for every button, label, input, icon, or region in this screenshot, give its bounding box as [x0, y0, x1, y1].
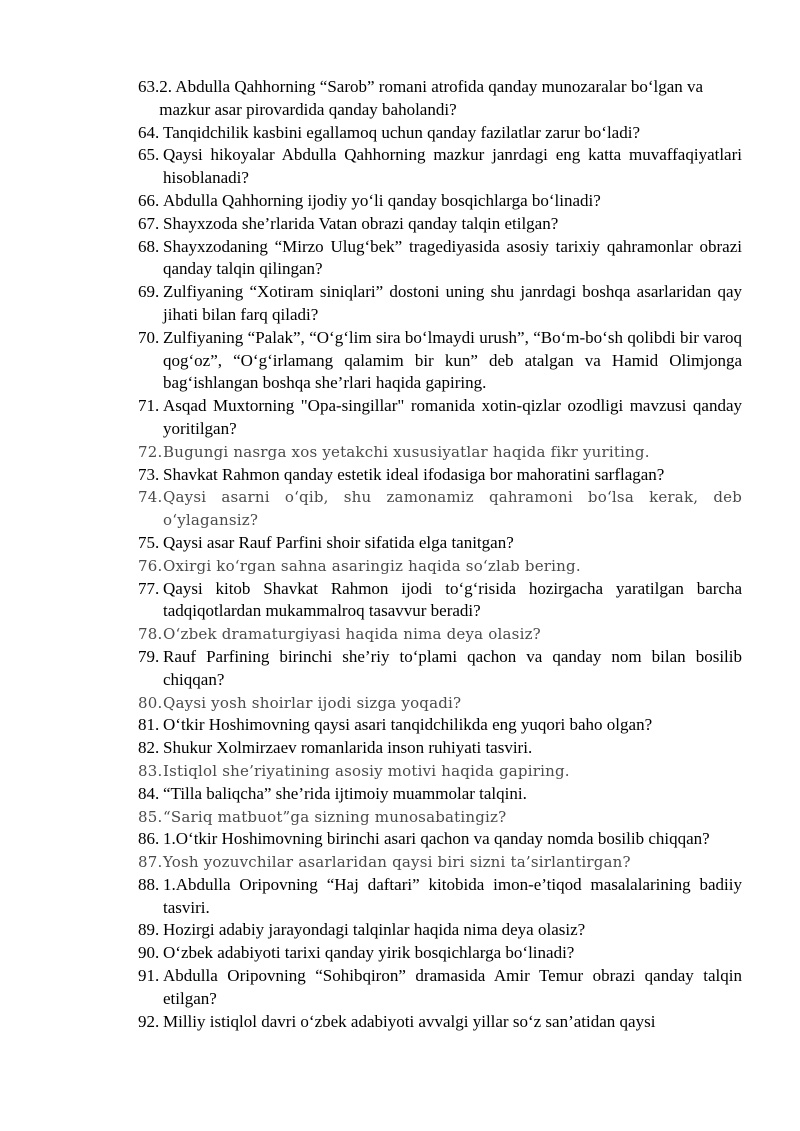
- question-number: 87.: [138, 853, 163, 872]
- question-text: 2. Abdulla Qahhorning “Sarob” romani atrofida qanday munozaralar bo‘lgan va mazkur asar pirovardida qanday baholandi?: [159, 77, 704, 119]
- question-list: [138, 76, 742, 1033]
- question-text: Istiqlol she’riyatining asosiy motivi haqida gapiring.: [163, 761, 570, 780]
- question-item: [138, 828, 742, 851]
- question-number: 92.: [138, 1011, 160, 1031]
- question-text: Bugungi nasrga xos yetakchi xususiyatlar haqida fikr yuriting.: [163, 442, 650, 461]
- question-number: 64.: [138, 122, 160, 142]
- question-number: 86.: [138, 829, 160, 849]
- question-item: [138, 919, 742, 942]
- question-number: 79.: [138, 646, 160, 666]
- question-text: Qaysi hikoyalar Abdulla Qahhorning mazkur janrdagi eng katta muvaffaqiyatlari hisoblanadi?: [163, 145, 742, 188]
- question-text: Qaysi asarni o‘qib, shu zamonamiz qahramoni bo‘lsa kerak, deb o‘ylagansiz?: [163, 488, 742, 530]
- question-item: [138, 555, 742, 578]
- question-item: [138, 486, 742, 532]
- question-text: Yosh yozuvchilar asarlaridan qaysi biri sizni ta’sirlantirgan?: [163, 853, 631, 872]
- question-item: [138, 714, 742, 737]
- question-number: 68.: [138, 236, 160, 256]
- question-text: Zulfiyaning “Xotiram siniqlari” dostoni uning shu janrdagi boshqa asarlaridan qay jihati bilan farq qiladi?: [163, 282, 742, 324]
- question-number: 65.: [138, 145, 160, 165]
- question-item: [138, 874, 742, 920]
- question-number: 75.: [138, 532, 160, 552]
- question-number: 74.: [138, 488, 163, 507]
- question-number: 73.: [138, 464, 160, 484]
- question-number: 82.: [138, 738, 160, 758]
- question-number: 72.: [138, 442, 163, 461]
- question-item: [138, 1011, 742, 1034]
- question-text: Asqad Muxtorning "Opa-singillar" romanida xotin-qizlar ozodligi mavzusi qanday yoritilgan?: [163, 396, 742, 438]
- question-number: 80.: [138, 693, 163, 712]
- question-item: [138, 464, 742, 487]
- question-text: O‘tkir Hoshimovning qaysi asari tanqidchilikda eng yuqori baho olgan?: [163, 715, 653, 735]
- question-item: [138, 783, 742, 806]
- question-item: [138, 281, 742, 327]
- question-text: Zulfiyaning “Palak”, “O‘g‘lim sira bo‘lmaydi urush”, “Bo‘m-bo‘sh qolibdi bir varoq qog‘oz”, “O‘g‘irlamang qalamim bir kun” deb atalgan va Hamid Olimjonga bag‘ishlangan boshqa she’rlari haqida gapiring.: [163, 327, 742, 393]
- question-item: [138, 327, 742, 395]
- question-item: [138, 806, 742, 829]
- question-item: [138, 692, 742, 715]
- question-text: 1.O‘tkir Hoshimovning birinchi asari qachon va qanday nomda bosilib chiqqan?: [163, 829, 710, 849]
- question-number: 83.: [138, 761, 163, 780]
- question-item: [138, 851, 742, 874]
- question-item: [138, 144, 742, 190]
- question-text: Hozirgi adabiy jarayondagi talqinlar haqida nima deya olasiz?: [163, 920, 586, 940]
- question-item: [138, 190, 742, 213]
- question-number: 63.: [138, 77, 160, 96]
- question-number: 91.: [138, 966, 160, 986]
- question-text: Shayxzodaning “Mirzo Ulug‘bek” tragediyasida asosiy tarixiy qahramonlar obrazi qanday talqin qilingan?: [163, 236, 742, 279]
- question-number: 88.: [138, 874, 160, 894]
- question-item: [138, 532, 742, 555]
- question-text: Rauf Parfining birinchi she’riy to‘plami qachon va qanday nom bilan bosilib chiqqan?: [163, 646, 742, 689]
- question-text: Qaysi asar Rauf Parfini shoir sifatida elga tanitgan?: [163, 532, 514, 552]
- question-text: “Tilla baliqcha” she’rida ijtimoiy muammolar talqini.: [163, 783, 527, 803]
- question-number: 76.: [138, 556, 163, 575]
- question-number: 69.: [138, 282, 160, 302]
- question-number: 78.: [138, 625, 163, 644]
- question-number: 70.: [138, 327, 160, 347]
- question-number: 67.: [138, 213, 160, 233]
- question-text: Abdulla Oripovning “Sohibqiron” dramasida Amir Temur obrazi qanday talqin etilgan?: [163, 966, 742, 1008]
- question-item: [138, 395, 742, 441]
- question-text: Shayxzoda she’rlarida Vatan obrazi qanday talqin etilgan?: [163, 213, 559, 233]
- question-number: 66.: [138, 190, 160, 210]
- question-text: Shukur Xolmirzaev romanlarida inson ruhiyati tasviri.: [163, 738, 533, 758]
- question-item: [138, 122, 742, 145]
- question-text: Qaysi yosh shoirlar ijodi sizga yoqadi?: [163, 693, 462, 712]
- question-number: 89.: [138, 920, 160, 940]
- question-item: [138, 760, 742, 783]
- question-text: Tanqidchilik kasbini egallamoq uchun qanday fazilatlar zarur bo‘ladi?: [163, 122, 640, 142]
- question-text: Qaysi kitob Shavkat Rahmon ijodi to‘g‘risida hozirgacha yaratilgan barcha tadqiqotlardan mukammalroq tasavvur beradi?: [163, 578, 742, 621]
- question-text: Shavkat Rahmon qanday estetik ideal ifodasiga bor mahoratini sarflagan?: [163, 464, 665, 484]
- question-item: [138, 646, 742, 692]
- question-item: [138, 578, 742, 624]
- question-item: [138, 965, 742, 1011]
- question-number: 84.: [138, 783, 160, 803]
- question-number: 77.: [138, 578, 160, 598]
- question-item: [138, 441, 742, 464]
- question-item: [138, 236, 742, 282]
- question-item: [138, 623, 742, 646]
- question-item: [138, 213, 742, 236]
- question-text: Abdulla Qahhorning ijodiy yo‘li qanday bosqichlarga bo‘linadi?: [163, 190, 601, 210]
- question-number: 71.: [138, 396, 160, 416]
- question-number: 90.: [138, 943, 160, 963]
- question-text: Oxirgi ko‘rgan sahna asaringiz haqida so‘zlab bering.: [163, 556, 581, 575]
- question-item: [138, 76, 742, 122]
- question-item: [138, 942, 742, 965]
- question-text: Milliy istiqlol davri o‘zbek adabiyoti avvalgi yillar so‘z san’atidan qaysi: [163, 1011, 656, 1031]
- question-number: 85.: [138, 807, 163, 826]
- question-text: “Sariq matbuot”ga sizning munosabatingiz?: [163, 807, 507, 826]
- question-text: O‘zbek dramaturgiyasi haqida nima deya olasiz?: [163, 625, 541, 644]
- question-number: 81.: [138, 715, 160, 735]
- question-text: O‘zbek adabiyoti tarixi qanday yirik bosqichlarga bo‘linadi?: [163, 943, 575, 963]
- question-text: 1.Abdulla Oripovning “Haj daftari” kitobida imon-e’tiqod masalalarining badiiy tasviri.: [163, 874, 742, 917]
- question-item: [138, 737, 742, 760]
